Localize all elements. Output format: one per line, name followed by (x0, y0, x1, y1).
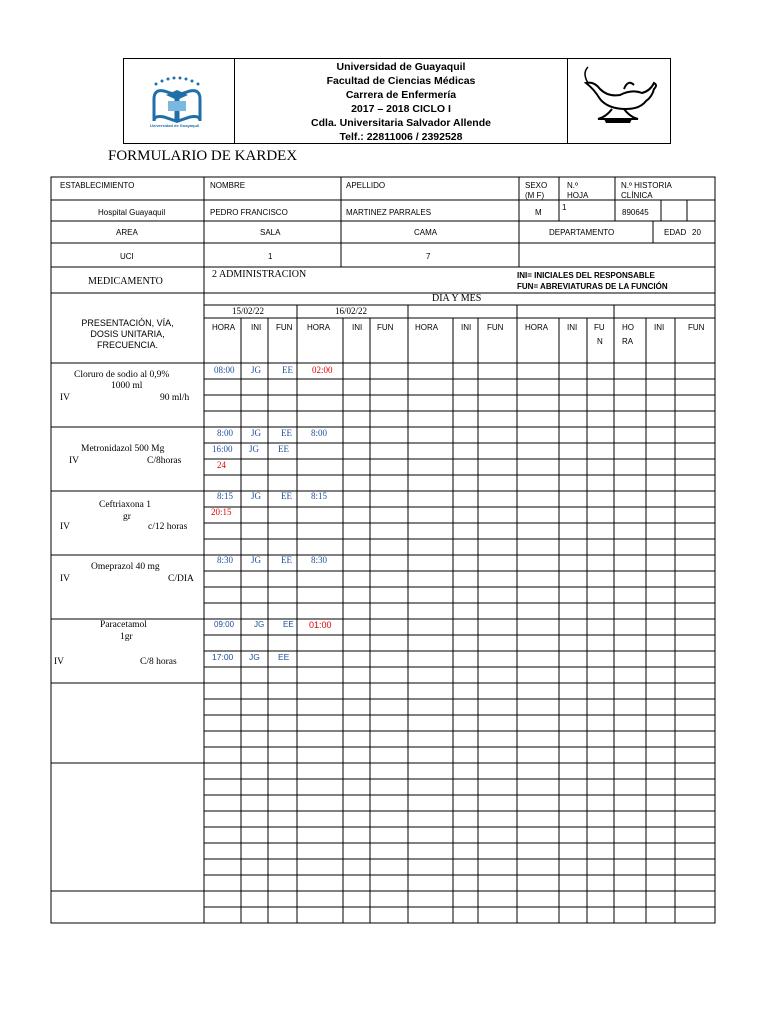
med-4-via: IV (60, 574, 71, 584)
col-hora-split: HO (622, 323, 634, 332)
header-line: Cdla. Universitaria Salvador Allende (311, 117, 491, 129)
med-3-line1: Ceftriaxona 1 (99, 500, 151, 510)
entry-hora: 09:00 (214, 620, 235, 629)
header-line: 2017 – 2018 CICLO I (351, 103, 451, 115)
entry-hora2: 8:00 (311, 428, 328, 438)
med-2-freq: C/8horas (147, 456, 182, 466)
col-hora: HORA (307, 323, 331, 332)
dia-mes-label: DIA Y MES (432, 293, 482, 304)
edad-label: EDAD (664, 228, 687, 237)
entry-ini: JG (254, 620, 265, 629)
date-1: 15/02/22 (232, 306, 265, 316)
sexo-label: SEXO (525, 181, 548, 190)
med-4-line1: Omeprazol 40 mg (91, 562, 160, 572)
entry-hora2: 8:15 (311, 491, 328, 501)
col-hora: HORA (212, 323, 236, 332)
col-hora: HORA (525, 323, 549, 332)
col-fun: FUN (276, 323, 293, 332)
hoja-value: 1 (562, 203, 567, 212)
med-3-freq: c/12 horas (148, 522, 188, 532)
col-ini: INI (654, 323, 665, 332)
presentacion-line: PRESENTACIÓN, VÍA, (81, 318, 174, 328)
col-fun: FUN (487, 323, 504, 332)
header-line: Universidad de Guayaquil (336, 61, 466, 73)
presentacion-label (51, 318, 204, 351)
entry-fun: EE (283, 620, 294, 629)
medicamento-label: MEDICAMENTO (88, 276, 163, 287)
entry-ini: JG (251, 365, 262, 375)
apellido-value: MARTINEZ PARRALES (346, 208, 432, 217)
col-hora: HORA (415, 323, 439, 332)
ini-legend: INI= INICIALES DEL RESPONSABLE (517, 271, 655, 280)
entry-ini: JG (251, 428, 262, 438)
edad-value: 20 (692, 228, 701, 237)
col-ini: INI (352, 323, 363, 332)
med-5-via: IV (54, 657, 65, 667)
nombre-value: PEDRO FRANCISCO (210, 208, 288, 217)
presentacion-line: FRECUENCIA. (96, 340, 158, 350)
med-2-line1: Metronidazol 500 Mg (81, 444, 165, 454)
entry-hora: 16:00 (212, 444, 233, 454)
establecimiento-label: ESTABLECIMIENTO (60, 181, 135, 190)
entry-fun: EE (282, 365, 293, 375)
establecimiento-value: Hospital Guayaquil (98, 208, 166, 217)
entry-hora: 8:15 (217, 491, 234, 501)
col-fun-split: FU (594, 323, 605, 332)
entry-hora: 20:15 (211, 507, 232, 517)
col-fun: FUN (688, 323, 705, 332)
med-1-line2: 1000 ml (111, 381, 143, 391)
cama-label: CAMA (414, 228, 438, 237)
med-2-via: IV (69, 456, 80, 466)
header-line: Facultad de Ciencias Médicas (326, 75, 476, 87)
entry-fun: EE (281, 491, 292, 501)
entry-fun: EE (281, 428, 292, 438)
date-2: 16/02/22 (335, 306, 368, 316)
entry-fun: EE (281, 555, 292, 565)
entry-hora: 17:00 (212, 652, 234, 662)
hoja-sub: HOJA (567, 191, 589, 200)
med-4-freq: C/DIA (168, 574, 194, 584)
entry-fun: EE (278, 652, 290, 662)
sexo-sub: (M F) (525, 191, 545, 200)
med-5-freq: C/8 horas (140, 657, 177, 667)
entry-ini: JG (249, 652, 260, 662)
historia-value: 890645 (622, 208, 649, 217)
col-hora-split: RA (622, 337, 634, 346)
fun-legend: FUN= ABREVIATURAS DE LA FUNCIÓN (517, 282, 668, 291)
sala-value: 1 (268, 252, 273, 261)
historia-sub: CLÍNICA (621, 191, 653, 200)
entry-hora: 8:00 (217, 428, 234, 438)
entry-hora: 8:30 (217, 555, 234, 565)
med-1-freq: 90 ml/h (160, 393, 190, 403)
departamento-label: DEPARTAMENTO (549, 228, 615, 237)
area-value: UCI (120, 252, 134, 261)
med-3-line2: gr (123, 512, 131, 522)
med-3-via: IV (60, 522, 71, 532)
med-5-line1: Paracetamol (100, 620, 147, 630)
historia-label: N.º HISTORIA (621, 181, 672, 190)
entry-hora2: 02:00 (312, 365, 333, 375)
col-ini: INI (251, 323, 262, 332)
col-fun-split: N (597, 337, 603, 346)
entry-ini: JG (251, 491, 262, 501)
entry-ini: JG (251, 555, 262, 565)
entry-hora2: 01:00 (309, 620, 332, 630)
nombre-label: NOMBRE (210, 181, 246, 190)
col-ini: INI (461, 323, 472, 332)
entry-ini: JG (249, 444, 260, 454)
header-line: Telf.: 22811006 / 2392528 (339, 131, 463, 143)
med-1-via: IV (60, 393, 71, 403)
sala-label: SALA (260, 228, 281, 237)
form-title: FORMULARIO DE KARDEX (108, 148, 298, 164)
entry-hora: 24 (217, 460, 226, 470)
logo-caption: Universidad de Guayaquil (150, 123, 200, 128)
med-5-line2: 1gr (120, 632, 133, 642)
hoja-label: N.º (567, 181, 578, 190)
administracion-label: 2 ADMINISTRACION (212, 269, 307, 280)
header-line: Carrera de Enfermería (345, 89, 457, 101)
entry-hora: 08:00 (214, 365, 235, 375)
area-label: AREA (116, 228, 138, 237)
med-1-line1: Cloruro de sodio al 0,9% (74, 370, 170, 380)
col-fun: FUN (377, 323, 394, 332)
col-ini: INI (567, 323, 578, 332)
entry-fun: EE (278, 444, 289, 454)
apellido-label: APELLIDO (346, 181, 386, 190)
sexo-value: M (535, 208, 542, 217)
entry-hora2: 8:30 (311, 555, 328, 565)
cama-value: 7 (426, 252, 431, 261)
presentacion-line: DOSIS UNITARIA, (90, 329, 165, 339)
